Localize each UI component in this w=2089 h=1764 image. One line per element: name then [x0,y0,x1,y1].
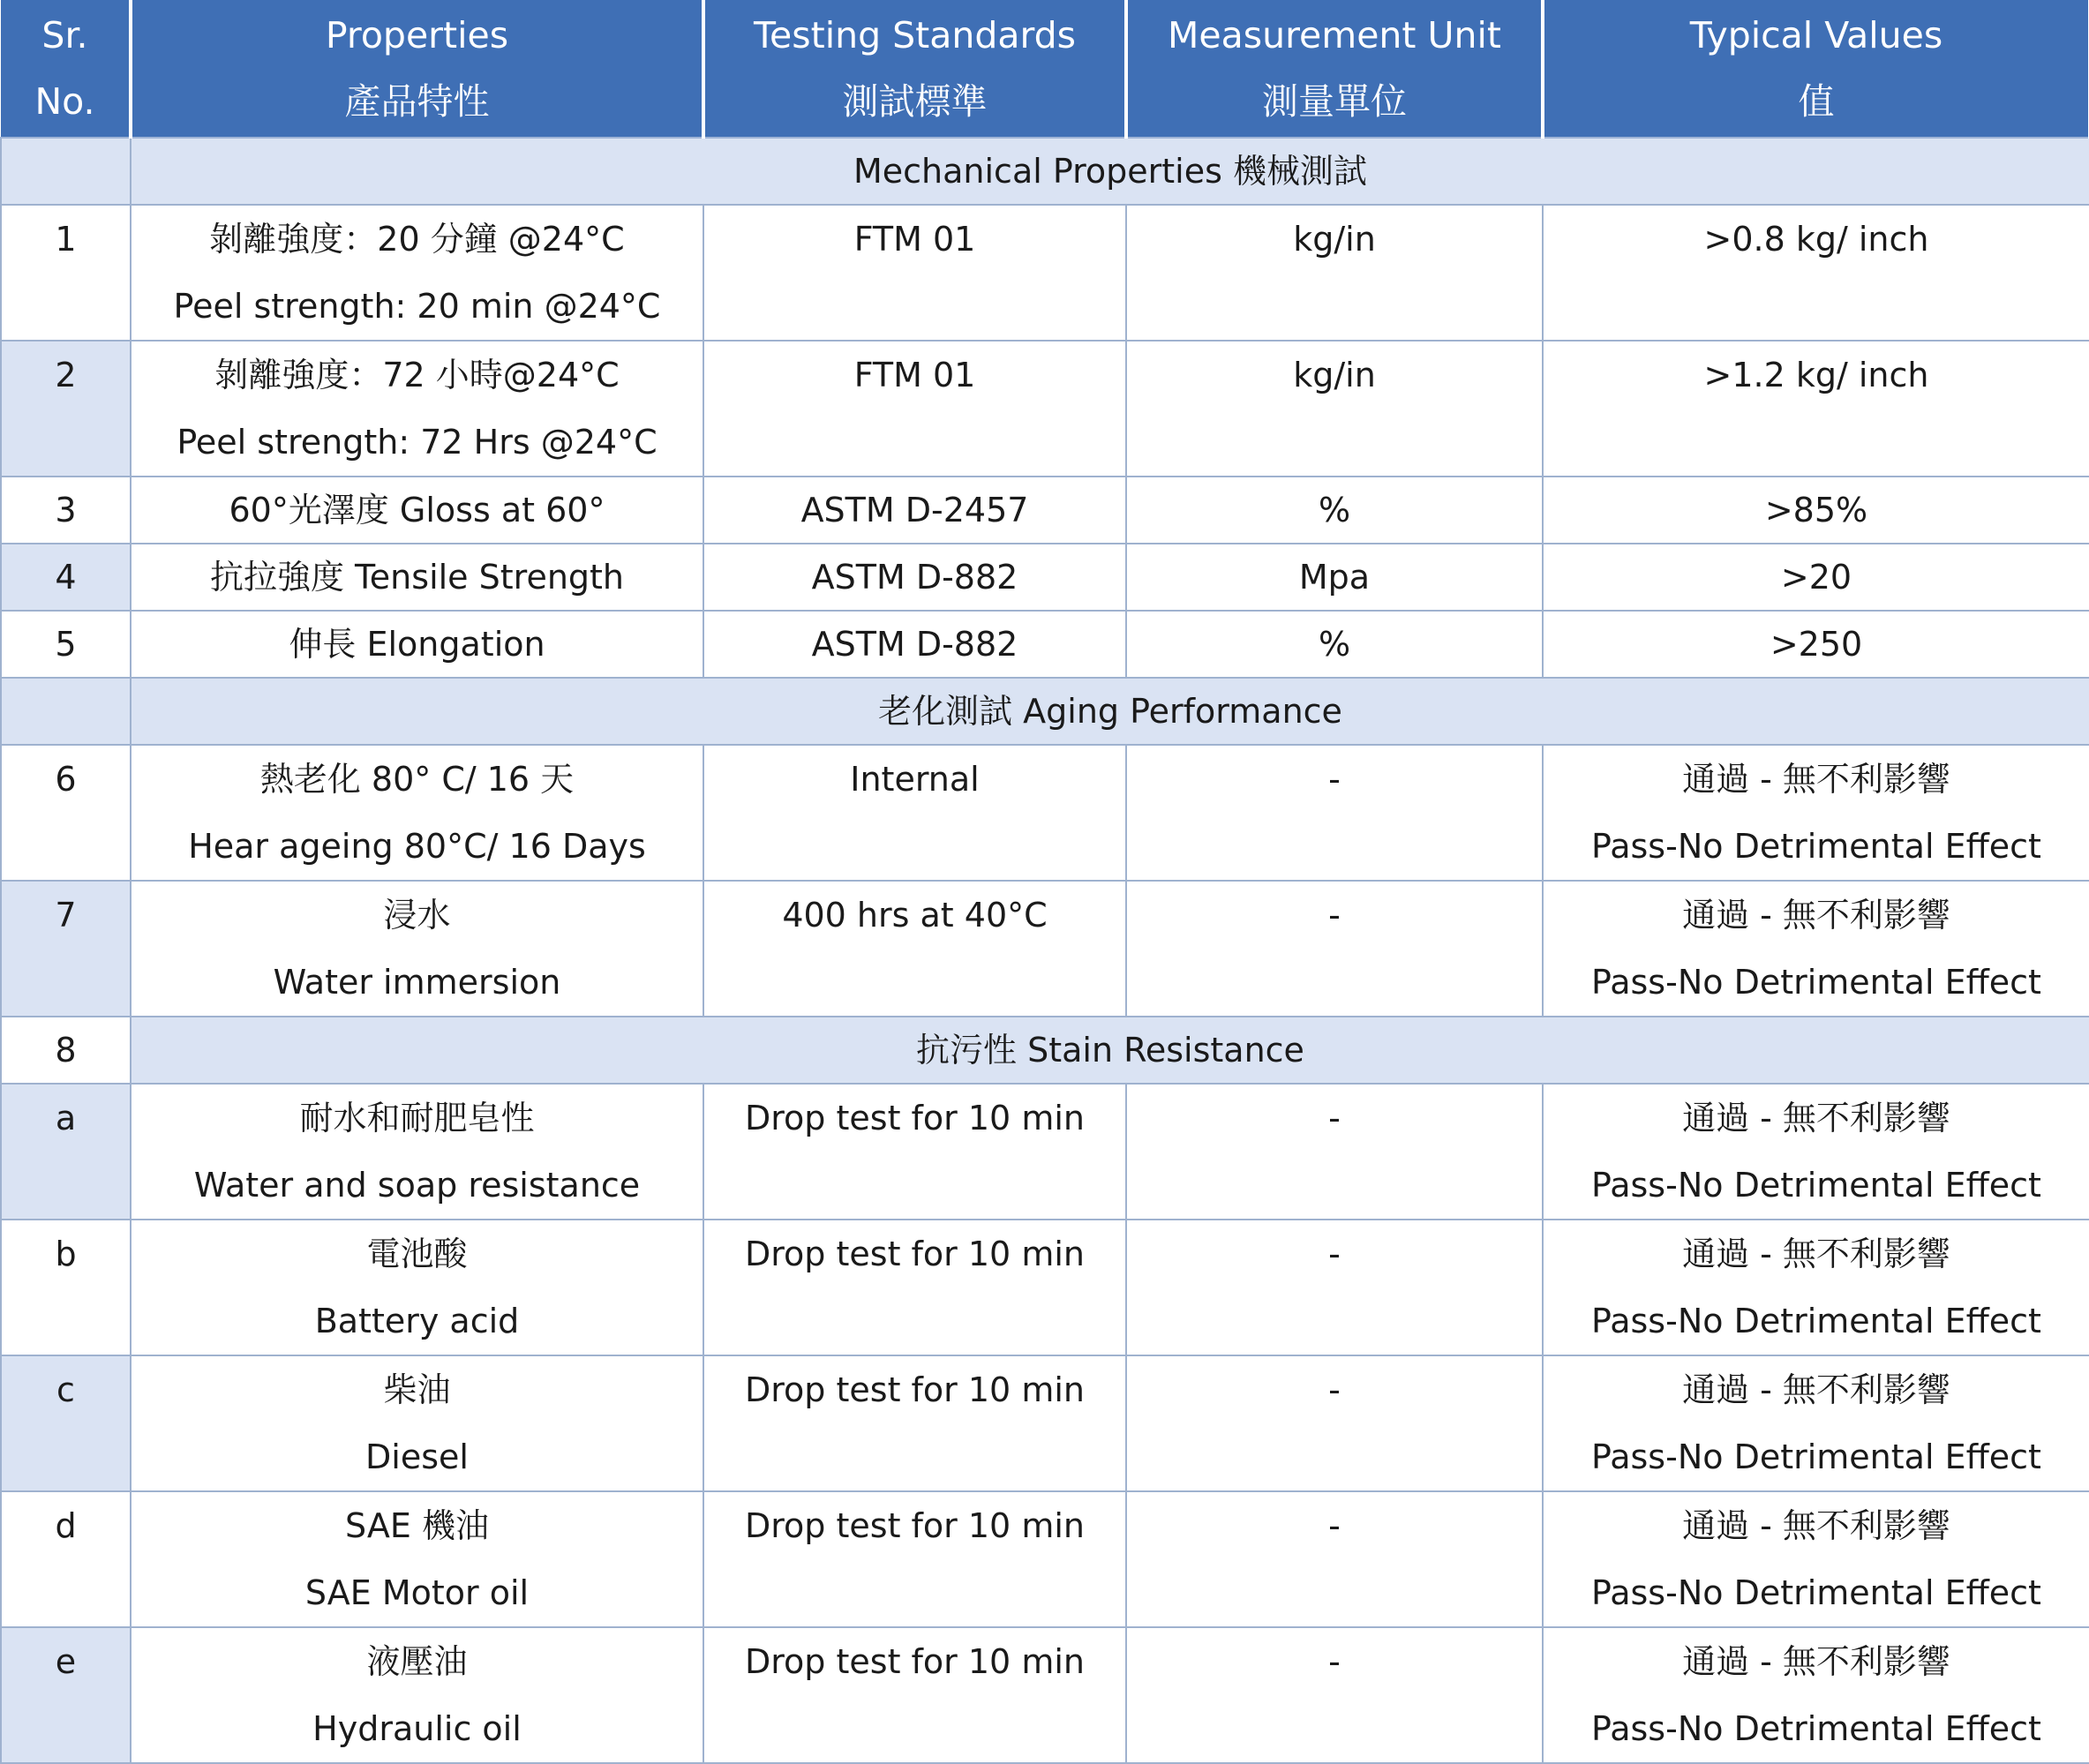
header-typical-values: Typical Values 值 [1543,0,2089,138]
property-cell: 60°光澤度 Gloss at 60° [131,477,703,544]
sr-no-cell: 4 [1,544,131,611]
header-testing-standards: Testing Standards 測試標準 [703,0,1126,138]
standard-cell: Drop test for 10 min [703,1491,1126,1627]
table-row [1,881,2089,1017]
unit-cell: - [1126,1355,1543,1491]
table-row [1,1220,2089,1355]
value-cell: >250 [1543,611,2089,678]
standard-cell: ASTM D-882 [703,544,1126,611]
unit-cell: - [1126,745,1543,881]
unit-cell: - [1126,1220,1543,1355]
table-row [1,611,2089,678]
table-row [1,1084,2089,1220]
table-row [1,1355,2089,1491]
value-cell: 通過 - 無不利影響 Pass-No Detrimental Effect [1543,745,2089,881]
unit-cell: - [1126,1084,1543,1220]
standard-cell: ASTM D-882 [703,611,1126,678]
section-no-cell: 8 [1,1017,131,1084]
property-cell: 耐水和耐肥皂性 Water and soap resistance [131,1084,703,1220]
table-row [1,477,2089,544]
header-row [1,0,2089,138]
table-row [1,341,2089,477]
unit-cell: % [1126,611,1543,678]
value-cell: 通過 - 無不利影響 Pass-No Detrimental Effect [1543,1084,2089,1220]
header-sr-no: Sr. No. [1,0,131,138]
sr-no-cell: 1 [1,205,131,341]
property-cell: 浸水 Water immersion [131,881,703,1017]
value-cell: >85% [1543,477,2089,544]
value-cell: 通過 - 無不利影響 Pass-No Detrimental Effect [1543,1627,2089,1763]
standard-cell: Drop test for 10 min [703,1220,1126,1355]
section-title: Mechanical Properties 機械測試 [131,138,2089,205]
property-cell: 柴油 Diesel [131,1355,703,1491]
unit-cell: - [1126,1627,1543,1763]
section-title: 老化測試 Aging Performance [131,678,2089,745]
property-cell: 電池酸 Battery acid [131,1220,703,1355]
header-measurement-unit: Measurement Unit 測量單位 [1126,0,1543,138]
header-properties: Properties 產品特性 [131,0,703,138]
unit-cell: kg/in [1126,341,1543,477]
sr-no-cell: d [1,1491,131,1627]
table-row [1,205,2089,341]
property-cell: 剝離強度：20 分鐘 @24°C Peel strength: 20 min @24°C [131,205,703,341]
table-row [1,1491,2089,1627]
section-row-stain [1,1017,2089,1084]
unit-cell: % [1126,477,1543,544]
property-cell: 抗拉強度 Tensile Strength [131,544,703,611]
unit-cell: kg/in [1126,205,1543,341]
value-cell: >1.2 kg/ inch [1543,341,2089,477]
section-no-cell [1,138,131,205]
standard-cell: 400 hrs at 40°C [703,881,1126,1017]
unit-cell: - [1126,881,1543,1017]
property-cell: 剝離強度：72 小時@24°C Peel strength: 72 Hrs @24°C [131,341,703,477]
table-row [1,544,2089,611]
property-cell: 液壓油 Hydraulic oil [131,1627,703,1763]
value-cell: >0.8 kg/ inch [1543,205,2089,341]
unit-cell: Mpa [1126,544,1543,611]
property-cell: 熱老化 80° C/ 16 天 Hear ageing 80°C/ 16 Days [131,745,703,881]
value-cell: 通過 - 無不利影響 Pass-No Detrimental Effect [1543,1491,2089,1627]
sr-no-cell: c [1,1355,131,1491]
property-cell: SAE 機油 SAE Motor oil [131,1491,703,1627]
property-cell: 伸長 Elongation [131,611,703,678]
section-no-cell [1,678,131,745]
sr-no-cell: 7 [1,881,131,1017]
table-row [1,1627,2089,1763]
section-row-aging [1,678,2089,745]
value-cell: 通過 - 無不利影響 Pass-No Detrimental Effect [1543,1355,2089,1491]
value-cell: 通過 - 無不利影響 Pass-No Detrimental Effect [1543,881,2089,1017]
sr-no-cell: b [1,1220,131,1355]
standard-cell: FTM 01 [703,205,1126,341]
sr-no-cell: 5 [1,611,131,678]
standard-cell: Drop test for 10 min [703,1355,1126,1491]
sr-no-cell: 3 [1,477,131,544]
standard-cell: Drop test for 10 min [703,1627,1126,1763]
sr-no-cell: a [1,1084,131,1220]
value-cell: >20 [1543,544,2089,611]
section-title: 抗污性 Stain Resistance [131,1017,2089,1084]
table-row [1,745,2089,881]
standard-cell: Drop test for 10 min [703,1084,1126,1220]
value-cell: 通過 - 無不利影響 Pass-No Detrimental Effect [1543,1220,2089,1355]
sr-no-cell: e [1,1627,131,1763]
standard-cell: FTM 01 [703,341,1126,477]
standard-cell: Internal [703,745,1126,881]
unit-cell: - [1126,1491,1543,1627]
sr-no-cell: 6 [1,745,131,881]
standard-cell: ASTM D-2457 [703,477,1126,544]
sr-no-cell: 2 [1,341,131,477]
section-row-mechanical [1,138,2089,205]
